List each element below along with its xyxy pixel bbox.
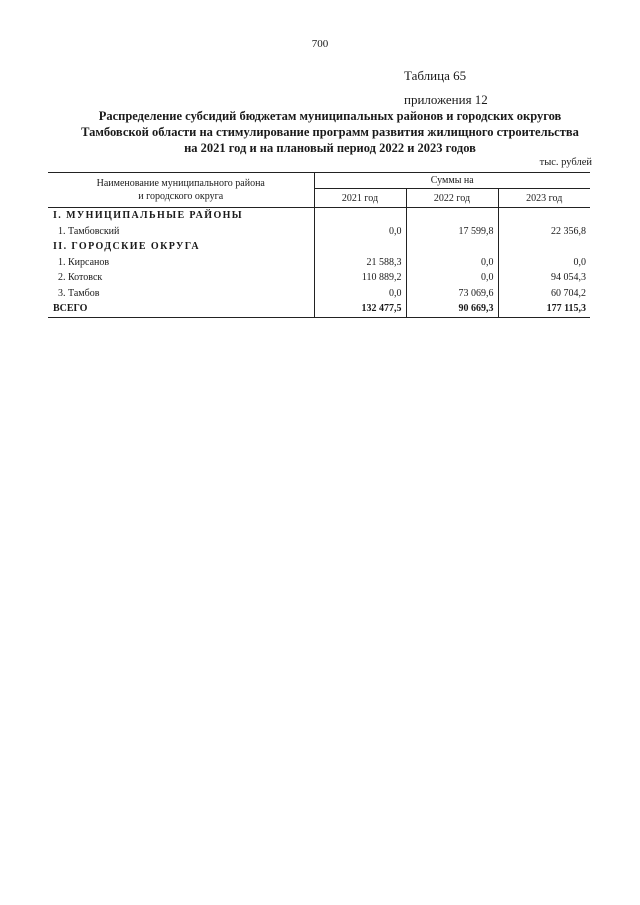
value-2021: 21 588,3 xyxy=(314,255,406,271)
title-line-1: Распределение субсидий бюджетам муниципальных районов и городских округов xyxy=(98,109,562,123)
row-name: 1. Кирсанов xyxy=(48,255,314,271)
section-title: I. МУНИЦИПАЛЬНЫЕ РАЙОНЫ xyxy=(48,208,314,224)
value-2022: 0,0 xyxy=(406,270,498,286)
section-row-districts xyxy=(48,208,590,224)
units-label: тыс. рублей xyxy=(539,157,592,168)
title-line-2: Тамбовской области на стимулирование программ развития жилищного строительства xyxy=(81,125,579,139)
value-2022: 0,0 xyxy=(406,255,498,271)
total-2023: 177 115,3 xyxy=(498,301,590,317)
header-sums: Суммы на xyxy=(314,173,590,189)
total-label: ВСЕГО xyxy=(48,301,314,317)
section-row-city-districts xyxy=(48,239,590,255)
value-2021: 0,0 xyxy=(314,286,406,302)
value-2022: 73 069,6 xyxy=(406,286,498,302)
header-name-line-2: и городского округа xyxy=(138,191,224,202)
table-row xyxy=(48,255,590,271)
value-2023: 94 054,3 xyxy=(551,272,587,283)
title-line-3: на 2021 год и на плановый период 2022 и 2023 годов xyxy=(184,141,476,155)
total-2021: 132 477,5 xyxy=(314,301,406,317)
row-name: 1. Тамбовский xyxy=(48,224,314,240)
value-2023: 60 704,2 xyxy=(551,287,587,299)
table-label: Таблица 65 xyxy=(404,68,467,83)
header-name-column xyxy=(48,173,314,208)
value-2021: 110 889,2 xyxy=(314,270,406,286)
table-row xyxy=(48,286,590,302)
header-year-2023: 2023 год xyxy=(498,189,590,208)
value-2023: 22 356,8 xyxy=(551,225,587,237)
row-name: 3. Тамбов xyxy=(48,286,314,302)
total-row xyxy=(48,301,590,317)
table-row xyxy=(48,224,590,240)
page-number: 700 xyxy=(311,38,329,50)
value-2023: 0,0 xyxy=(573,256,587,268)
header-year-2022: 2022 год xyxy=(406,189,498,208)
section-title: II. ГОРОДСКИЕ ОКРУГА xyxy=(48,239,314,255)
value-2022: 17 599,8 xyxy=(406,224,498,240)
header-name-line-1: Наименование муниципального района xyxy=(96,178,265,189)
total-2022: 90 669,3 xyxy=(406,301,498,317)
table-row xyxy=(48,270,590,286)
header-year-2021: 2021 год xyxy=(314,189,406,208)
row-name: 2. Котовск xyxy=(48,270,314,286)
subsidy-table xyxy=(48,172,590,318)
appendix-label: приложения 12 xyxy=(404,92,488,107)
value-2021: 0,0 xyxy=(314,224,406,240)
document-title xyxy=(40,108,620,156)
